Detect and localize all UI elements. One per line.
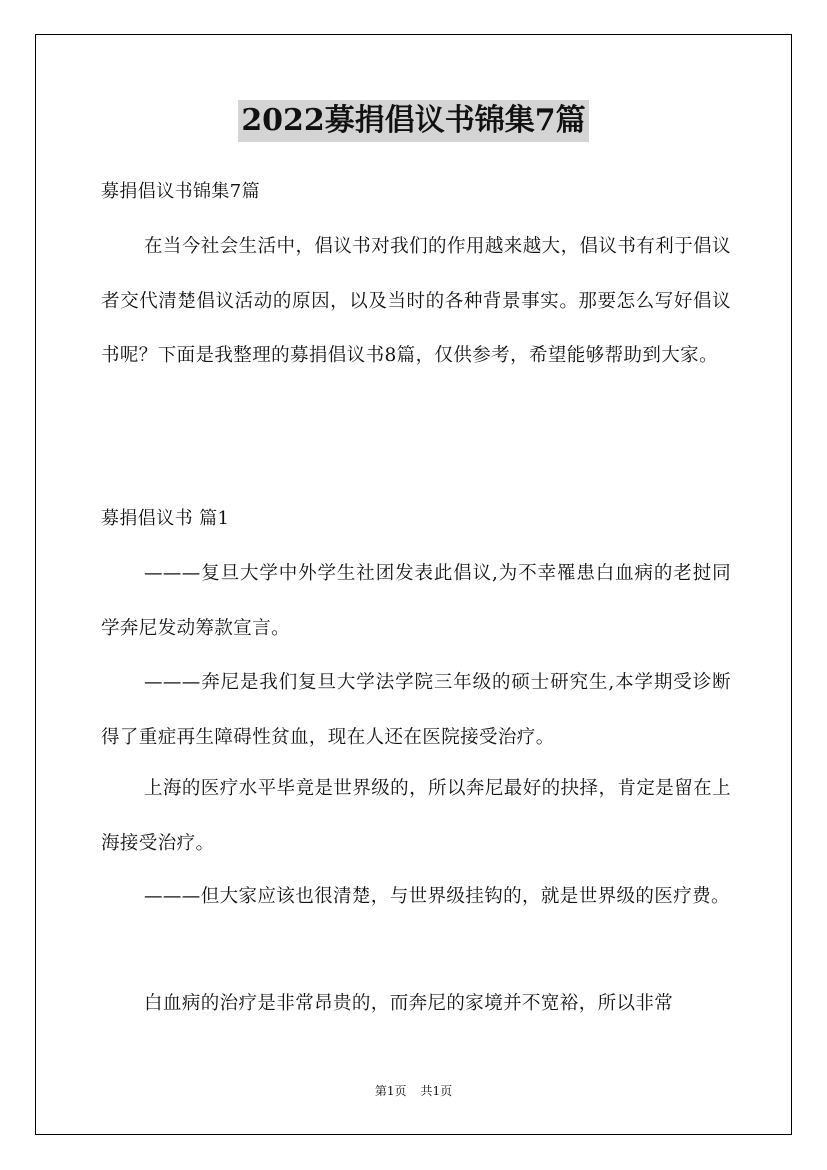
- document-subtitle: 募捐倡议书锦集7篇: [101, 181, 261, 202]
- page-total: 共1页: [420, 1084, 453, 1098]
- page-number: 第1页: [374, 1084, 407, 1098]
- page-footer: [0, 1083, 827, 1099]
- intro-paragraph: 在当今社会生活中，倡议书对我们的作用越来越大，倡议书有利于倡议者交代清楚倡议活动的原因，以及当时的各种背景事实。那要怎么写好倡议书呢？下面是我整理的募捐倡议书8篇，仅供参考，希望能够帮助到大家。: [101, 236, 731, 366]
- body-paragraph-3: 上海的医疗水平毕竟是世界级的，所以奔尼最好的抉择，肯定是留在上海接受治疗。: [101, 778, 731, 854]
- body-paragraph-1: ———复旦大学中外学生社团发表此倡议,为不幸罹患白血病的老挝同学奔尼发动筹款宣言。: [101, 563, 731, 639]
- body-paragraph-2: ———奔尼是我们复旦大学法学院三年级的硕士研究生,本学期受诊断得了重症再生障碍性贫血，现在人还在医院接受治疗。: [101, 672, 731, 748]
- title-container: [0, 100, 827, 142]
- body-paragraph-5: 白血病的治疗是非常昂贵的，而奔尼的家境并不宽裕，所以非常: [144, 993, 674, 1014]
- body-paragraph-4: ———但大家应该也很清楚，与世界级挂钩的，就是世界级的医疗费。: [144, 886, 730, 907]
- document-title: 2022募捐倡议书锦集7篇: [238, 100, 588, 142]
- section-heading: 募捐倡议书 篇1: [101, 508, 230, 529]
